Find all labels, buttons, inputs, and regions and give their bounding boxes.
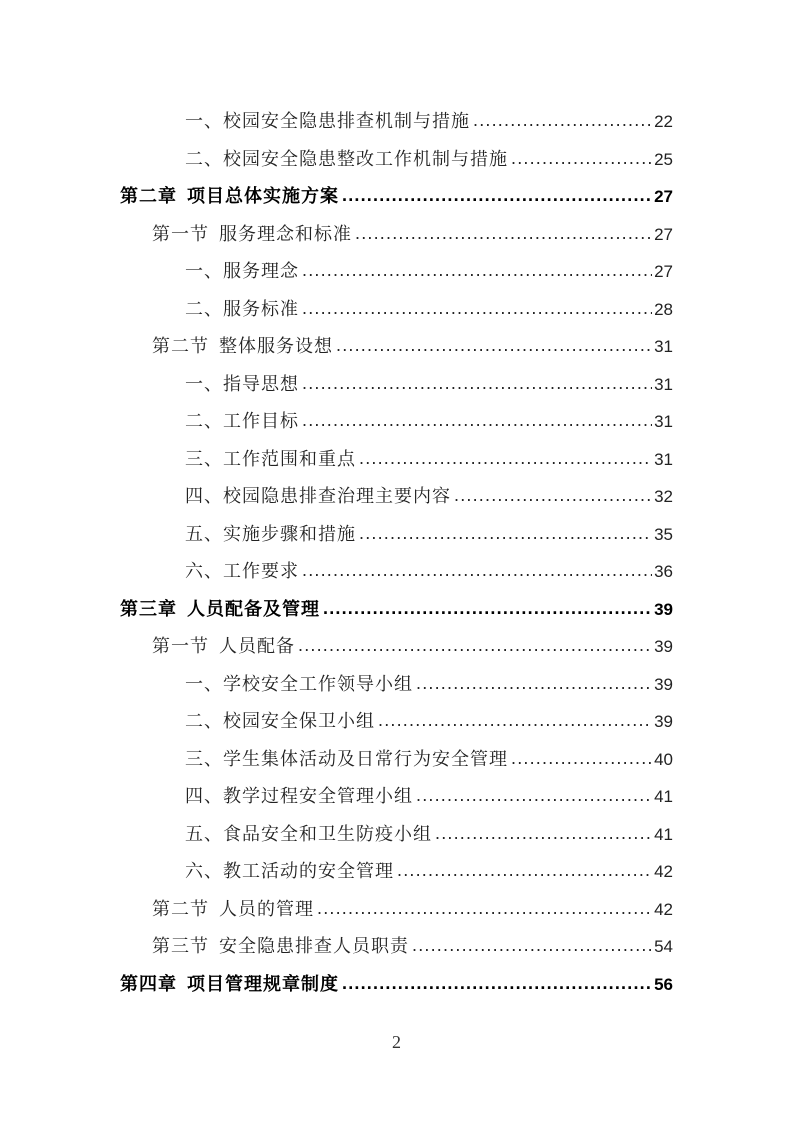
toc-entry-page: 32	[654, 487, 673, 506]
dot-leader	[302, 252, 652, 290]
toc-entry-number: 四、	[185, 486, 223, 507]
toc-entry-page: 22	[654, 112, 673, 131]
toc-entry-title: 工作要求	[223, 561, 299, 582]
toc-entry-page: 35	[654, 524, 673, 544]
toc-entry-title: 服务标准	[223, 298, 299, 320]
toc-entry-page: 41	[654, 787, 673, 806]
toc-entry-title: 人员配备及管理	[187, 598, 320, 620]
toc-entry[interactable]	[120, 291, 673, 329]
dot-leader	[473, 102, 652, 140]
toc-section[interactable]	[120, 328, 673, 366]
toc-entry-page: 39	[654, 712, 673, 731]
toc-section[interactable]	[120, 891, 673, 929]
toc-entry-page: 27	[654, 224, 673, 244]
toc-entry-number: 第四章	[120, 973, 177, 995]
toc-entry-title: 校园安全保卫小组	[223, 711, 375, 732]
dot-leader	[336, 327, 652, 365]
toc-entry-title: 工作目标	[223, 411, 299, 432]
dot-leader	[435, 815, 652, 853]
toc-entry[interactable]	[120, 703, 673, 741]
toc-entry-title: 食品安全和卫生防疫小组	[223, 823, 432, 845]
toc-entry-number: 二、	[185, 711, 223, 732]
toc-entry[interactable]	[120, 403, 673, 441]
toc-entry-page: 27	[654, 262, 673, 281]
page-number: 2	[392, 1032, 401, 1052]
toc-entry-number: 第一节	[152, 636, 209, 657]
toc-entry[interactable]	[120, 478, 673, 516]
toc-section[interactable]	[120, 216, 673, 254]
toc-entry-number: 二、	[185, 298, 223, 320]
dot-leader	[323, 590, 652, 628]
toc-entry-title: 实施步骤和措施	[223, 523, 356, 545]
toc-entry-number: 五、	[185, 523, 223, 545]
toc-entry[interactable]	[120, 816, 673, 854]
dot-leader	[397, 852, 652, 890]
toc-entry[interactable]	[120, 666, 673, 704]
toc-entry-title: 校园安全隐患排查机制与措施	[223, 111, 470, 132]
toc-entry-title: 工作范围和重点	[223, 448, 356, 470]
toc-entry-number: 六、	[185, 861, 223, 882]
toc-entry-page: 28	[654, 299, 673, 319]
toc-entry-page: 31	[654, 449, 673, 469]
toc-entry-title: 校园安全隐患整改工作机制与措施	[223, 148, 508, 170]
toc-entry-page: 39	[654, 674, 673, 694]
dot-leader	[416, 777, 652, 815]
toc-section[interactable]	[120, 928, 673, 966]
toc-entry-title: 教学过程安全管理小组	[223, 786, 413, 807]
toc-entry-page: 39	[654, 599, 673, 619]
toc-entry-number: 第一节	[152, 223, 209, 245]
toc-entry-title: 指导思想	[223, 373, 299, 395]
toc-entry[interactable]	[120, 253, 673, 291]
toc-entry-number: 第二章	[120, 186, 177, 207]
toc-entry-number: 三、	[185, 748, 223, 770]
dot-leader	[342, 177, 652, 215]
toc-entry-title: 项目管理规章制度	[187, 973, 339, 995]
toc-entry-page: 25	[654, 149, 673, 169]
toc-chapter[interactable]	[120, 178, 673, 216]
dot-leader	[416, 665, 652, 703]
toc-entry[interactable]	[120, 141, 673, 179]
toc-entry-page: 31	[654, 337, 673, 356]
dot-leader	[302, 402, 652, 440]
toc-entry-page: 31	[654, 412, 673, 431]
dot-leader	[511, 140, 652, 178]
toc-entry-page: 56	[654, 974, 673, 994]
toc-entry-number: 一、	[185, 673, 223, 695]
toc-entry[interactable]	[120, 853, 673, 891]
toc-entry[interactable]	[120, 741, 673, 779]
toc-chapter[interactable]	[120, 966, 673, 1004]
toc-entry-title: 项目总体实施方案	[187, 186, 339, 207]
toc-entry-page: 54	[654, 937, 673, 956]
toc-entry-page: 40	[654, 749, 673, 769]
toc-entry-number: 第二节	[152, 898, 209, 920]
toc-entry-page: 31	[654, 374, 673, 394]
toc-entry-page: 42	[654, 899, 673, 919]
toc-entry[interactable]	[120, 103, 673, 141]
toc-entry-page: 42	[654, 862, 673, 881]
dot-leader	[359, 515, 652, 553]
dot-leader	[317, 890, 652, 928]
toc-entry[interactable]	[120, 553, 673, 591]
toc-entry-title: 服务理念	[223, 261, 299, 282]
toc-entry-number: 二、	[185, 411, 223, 432]
toc-entry-title: 安全隐患排查人员职责	[219, 936, 409, 957]
toc-entry-title: 教工活动的安全管理	[223, 861, 394, 882]
dot-leader	[298, 627, 652, 665]
toc-entry-title: 校园隐患排查治理主要内容	[223, 486, 451, 507]
toc-entry-number: 三、	[185, 448, 223, 470]
toc-entry-number: 四、	[185, 786, 223, 807]
toc-entry-page: 36	[654, 562, 673, 581]
toc-entry[interactable]	[120, 778, 673, 816]
dot-leader	[302, 365, 652, 403]
toc-entry-number: 第三节	[152, 936, 209, 957]
toc-chapter[interactable]	[120, 591, 673, 629]
toc-section[interactable]	[120, 628, 673, 666]
toc-entry-title: 人员配备	[219, 636, 295, 657]
dot-leader	[302, 290, 652, 328]
dot-leader	[511, 740, 652, 778]
toc-entry-number: 一、	[185, 373, 223, 395]
toc-entry-number: 一、	[185, 111, 223, 132]
toc-entry-title: 学校安全工作领导小组	[223, 673, 413, 695]
dot-leader	[359, 440, 652, 478]
toc-entry-number: 二、	[185, 148, 223, 170]
toc-entry-number: 五、	[185, 823, 223, 845]
table-of-contents	[120, 103, 673, 1003]
toc-entry-page: 39	[654, 637, 673, 656]
toc-entry-title: 整体服务设想	[219, 336, 333, 357]
dot-leader	[412, 927, 652, 965]
toc-entry[interactable]	[120, 366, 673, 404]
toc-entry-title: 服务理念和标准	[219, 223, 352, 245]
toc-entry-number: 第二节	[152, 336, 209, 357]
dot-leader	[302, 552, 652, 590]
toc-entry-page: 41	[654, 824, 673, 844]
toc-entry-page: 27	[654, 187, 673, 206]
toc-entry-number: 一、	[185, 261, 223, 282]
dot-leader	[378, 702, 652, 740]
toc-entry-title: 学生集体活动及日常行为安全管理	[223, 748, 508, 770]
toc-entry-number: 六、	[185, 561, 223, 582]
dot-leader	[454, 477, 652, 515]
dot-leader	[355, 215, 652, 253]
toc-entry-title: 人员的管理	[219, 898, 314, 920]
toc-entry[interactable]	[120, 441, 673, 479]
toc-entry[interactable]	[120, 516, 673, 554]
dot-leader	[342, 965, 652, 1003]
toc-entry-number: 第三章	[120, 598, 177, 620]
